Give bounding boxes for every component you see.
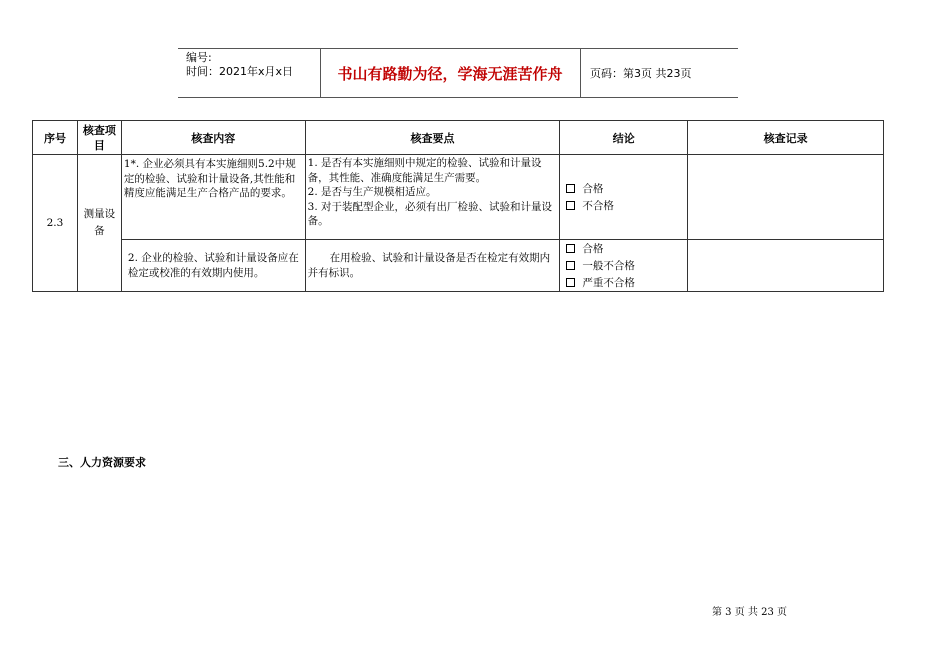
point-item: 1. 是否有本实施细则中规定的检验、试验和计量设备，其性能、准确度能满足生产需要。 [307,157,542,184]
point-item: 在用检验、试验和计量设备是否在检定有效期内并有标识。 [307,252,551,279]
checkbox-icon[interactable] [566,184,575,193]
conclusion-label: 不合格 [582,200,614,212]
conclusion-label: 合格 [582,183,604,195]
conclusion-label: 严重不合格 [582,277,635,289]
section-title: 三、人力资源要求 [58,456,146,469]
column-header-item: 核查项目 [77,121,121,155]
conclusion-cell [560,240,688,292]
checkbox-icon[interactable] [566,201,575,210]
item-cell: 测量设备 [77,155,121,292]
table-header-row [33,121,884,155]
header-meta [186,51,293,79]
column-header-seq: 序号 [33,121,78,155]
checkbox-icon[interactable] [566,278,575,287]
seq-cell: 2.3 [33,155,78,292]
number-label: 编号: [186,51,212,64]
header-divider [580,49,581,97]
table-row [33,240,884,292]
checkbox-icon[interactable] [566,261,575,270]
conclusion-cell [560,155,688,240]
record-cell[interactable] [688,155,884,240]
header-page-label: 页码：第3页 共23页 [590,67,692,80]
column-header-content: 核查内容 [121,121,305,155]
point-item: 3. 对于装配型企业，必须有出厂检验、试验和计量设备。 [307,200,553,227]
inspection-table [32,120,884,292]
checkbox-icon[interactable] [566,244,575,253]
header-motto: 书山有路勤为径，学海无涯苦作舟 [337,64,563,83]
page-footer: 第 3 页 共 23 页 [712,607,787,618]
conclusion-label: 一般不合格 [582,260,635,272]
content-cell: 1*. 企业必须具有本实施细则5.2中规定的检验、试验和计量设备,其性能和精度应能满足生产合格产品的要求。 [121,155,305,240]
points-cell [305,240,560,292]
conclusion-option[interactable] [562,197,685,214]
conclusion-label: 合格 [582,243,604,255]
time-label: 时间：2021年x月x日 [186,65,294,78]
conclusion-option[interactable] [562,274,685,291]
conclusion-option[interactable] [562,180,685,197]
column-header-record: 核查记录 [688,121,884,155]
conclusion-option[interactable] [562,240,685,257]
page-header [178,48,738,98]
conclusion-option[interactable] [562,257,685,274]
column-header-conclusion: 结论 [560,121,688,155]
content-cell: 2. 企业的检验、试验和计量设备应在检定或校准的有效期内使用。 [121,240,305,292]
points-cell [305,155,560,240]
column-header-points: 核查要点 [305,121,560,155]
record-cell[interactable] [688,240,884,292]
point-item: 2. 是否与生产规模相适应。 [307,186,437,198]
table-row [33,155,884,240]
